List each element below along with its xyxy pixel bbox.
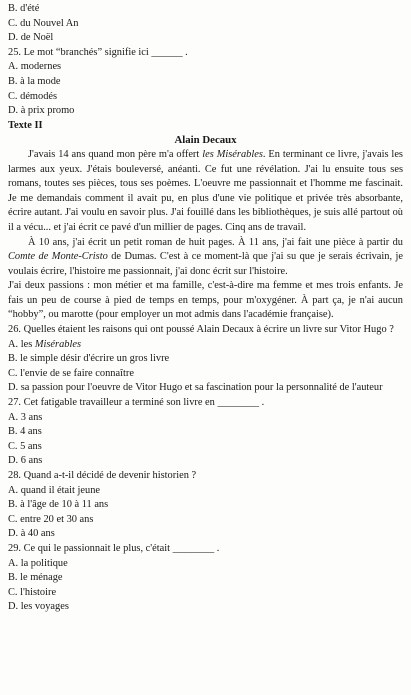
q26-option-b: B. le simple désir d'écrire un gros livre xyxy=(8,353,170,365)
q27-option-d: D. 6 ans xyxy=(8,455,43,467)
p1-text-c: . En terminant ce livre, j'avais les larmes aux yeux. J'étais bouleversé, anéanti. Ce fut une révélation. J'ai lu ensuite tous ses romans, toutes ses pièces, tous ses poèmes. L'oeuvre me passionnait et l'homme me fascinait. Je me demandais comment il avait pu, en plus d'une vie politique et privée très absorbante, écrire autant. J'ai voulu en savoir plus. J'ai fouillé dans les bibliothèques, je suis allé partout où il a vécu... et j'ai écrit ce pavé d'un millier de pages. Cinq ans de travail. xyxy=(8,148,403,233)
q24-option-b: B. d'été xyxy=(8,3,40,14)
q25-option-c: C. démodés xyxy=(8,90,58,102)
p2-book-title: Comte de Monte-Cristo xyxy=(8,251,108,263)
q27-option-a: A. 3 ans xyxy=(8,411,43,423)
q26-option-a-label: A. les xyxy=(8,338,35,350)
q29-option-b: B. le ménage xyxy=(8,572,63,584)
passage-title: Alain Decaux xyxy=(174,134,237,147)
q29-option-d: D. les voyages xyxy=(8,601,69,613)
q29-option-c: C. l'histoire xyxy=(8,586,57,598)
q25-option-a: A. modernes xyxy=(8,61,62,73)
p1-text-a: J'avais 14 ans quand mon père m'a offert xyxy=(28,148,203,160)
q25-option-b: B. à la mode xyxy=(8,75,61,87)
passage-paragraph-3: J'ai deux passions : mon métier et ma famille, c'est-à-dire ma femme et mes trois enfants. Je fais un peu de course à pied de temps en temps, pour m'oxygéner. À part ça, je n'ai aucun “hobby”, ou marotte (pour employer un mot admis dans l'académie française). xyxy=(8,280,403,321)
q28-option-a: A. quand il était jeune xyxy=(8,484,101,496)
q24-option-d: D. de Noël xyxy=(8,32,54,44)
passage-paragraph-2 xyxy=(8,236,403,280)
q28-option-c: C. entre 20 et 30 ans xyxy=(8,513,94,525)
q28-option-b: B. à l'âge de 10 à 11 ans xyxy=(8,499,109,511)
passage-paragraph-1 xyxy=(8,148,403,236)
q27-option-c: C. 5 ans xyxy=(8,440,42,452)
q26-option-d: D. sa passion pour l'oeuvre de Vitor Hugo et sa fascination pour la personnalité de l'auteur xyxy=(8,382,383,394)
q26-option-a xyxy=(8,338,403,353)
p1-book-title: les Misérables xyxy=(202,148,263,160)
q25-question: 25. Le mot “branchés” signifie ici ______ . xyxy=(8,46,188,58)
q24-option-c: C. du Nouvel An xyxy=(8,17,79,29)
q27-question: 27. Cet fatigable travailleur a terminé son livre en ________ . xyxy=(8,397,265,409)
p2-text-c: de Dumas. C'est à ce moment-là que j'ai su que je serais écrivain, je voulais écrire, l'histoire me passionnait, j'ai donc écrit sur l'histoire. xyxy=(8,251,403,277)
q29-question: 29. Ce qui le passionnait le plus, c'était ________ . xyxy=(8,542,220,554)
q26-question: 26. Quelles étaient les raisons qui ont poussé Alain Decaux à écrire un livre sur Vitor Hugo ? xyxy=(8,324,394,336)
q28-option-d: D. à 40 ans xyxy=(8,528,55,540)
p2-text-a: À 10 ans, j'ai écrit un petit roman de huit pages. À 11 ans, j'ai fait une pièce à partir du xyxy=(28,236,403,248)
q28-question: 28. Quand a-t-il décidé de devenir historien ? xyxy=(8,470,197,481)
q29-option-a: A. la politique xyxy=(8,557,68,569)
section-heading: Texte II xyxy=(8,119,43,131)
q26-option-a-title: Misérables xyxy=(34,338,82,350)
q27-option-b: B. 4 ans xyxy=(8,426,42,438)
q26-option-c: C. l'envie de se faire connaître xyxy=(8,367,134,379)
q25-option-d: D. à prix promo xyxy=(8,105,75,117)
